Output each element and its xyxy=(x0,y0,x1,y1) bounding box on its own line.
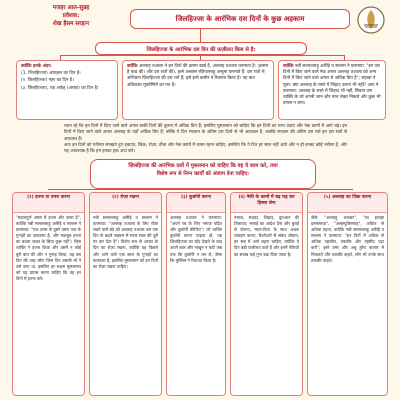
reason-left-line-2: (२. जिलहिज्जा) नहर का दिन है। xyxy=(21,78,74,84)
deed-2-heading: (२) रोज़ा रखना xyxy=(90,193,161,213)
reason-left-line-3: (३. जिलहिज्जा), यह अर्फ़ह (अरफ़ा) का दिन है। xyxy=(21,85,99,91)
deed-1-heading: (१) हज्ज या उमरा करना xyxy=(13,193,84,213)
reason-center-text: अल्लाह तआला ने इन दिनों की क़सम खाई है, अल्लाह तआला फ़रमाता है: (क़सम है फ़ज्र की। और दस रातों की), इब्ने अब्बास रज़ियल्लाहु अन्हुमा फ़रमाते हैं: दस रातों से अभिप्राय ज़िलहिज्जा की दस रातें हैं; इसे इब्ने कसीर ने रिवायत किया है। यह बात अधिकांश मुफ़स्सिरों का मत है। xyxy=(127,64,269,88)
page-title-text: जिलहिज्जा के आरंभिक दस दिनों के कुछ अहकाम xyxy=(175,14,305,23)
reason-right-heading: क्योंकि xyxy=(283,64,294,69)
reason-center-heading: क्योंकि xyxy=(127,64,138,69)
virtue-reasons-heading-text: जिलहिज्जा के आरंभिक दस दिन की फ़ज़ीलत किस से है: xyxy=(146,46,256,53)
deed-3-text: अल्लाह तआला ने फ़रमाया: "अपने रब के लिए नमाज़ पढ़िए और क़ुर्बानी कीजिए"। जो व्यक्ति क़ुर्बानी करना चाहता हो, वह ज़िलहिज्जा का चाँद देखने के बाद अपने बाल और नाख़ून न काटे जब तक कि क़ुर्बानी न कर ले, जैसा कि मुस्लिम ने रिवायत किया है। xyxy=(170,215,222,263)
reason-box-left xyxy=(16,60,118,120)
publisher-line-1: मजहर आल-सुन्नह xyxy=(52,5,90,11)
intro-paragraph-1: ध्यान रहे कि इन दिनों में किए जाने वाले अमल बाकी दिनों की तुलना में अधिक प्रिय हैं; इसलिए मुसलमान को चाहिए कि इन दिनों का लाभ उठाए और नेक कामों में आगे बढ़े। इन दिनों में किए जाने वाले अमल अल्लाह के यहाँ अधिक प्रिय हैं; बल्कि ये दिन रमज़ान के अंतिम दस दिनों से भी अफ़ज़ल हैं, जबकि रमज़ान की अंतिम दस रातें इन दस रातों से अफ़ज़ल हैं। xyxy=(64,124,347,142)
deed-column-4 xyxy=(230,192,303,396)
deeds-heading-line-2: विशेष रूप से निम्न कार्यों को अंजाम देना चाहिए: xyxy=(156,170,250,177)
deeds-heading xyxy=(90,159,316,189)
page-title xyxy=(130,9,350,29)
deed-column-1 xyxy=(12,192,85,396)
connector-bottom-bar xyxy=(48,189,353,190)
deed-5-heading: (५) अल्लाह का ज़िक्र करना xyxy=(308,193,387,213)
reason-right-text: नबी सल्लल्लाहु अलैहि व सल्लम ने फ़रमाया: "इन दस दिनों में किए जाने वाले नेक अमल अल्लाह तआला को अन्य दिनों में किए जाने वाले अमल से अधिक प्रिय है"; सहाबा ने पूछा: क्या अल्लाह के रास्ते में जिहाद करना भी नहीं? आप ने फ़रमाया: अल्लाह के रास्ते में जिहाद भी नहीं, सिवाय उस व्यक्ति के जो अपनी जान और माल लेकर निकले और कुछ भी वापस न लाए। xyxy=(283,64,381,107)
deed-column-2 xyxy=(89,192,162,396)
reason-left-line-1: (1. जिलहिज्जा) अफ़ज़ल का दिन है। xyxy=(21,71,81,77)
deed-1-text: "महत्वपूर्ण अमल में हज्ज और उमरा है", क्योंकि नबी सल्लल्लाहु अलैहि व सल्लम ने फ़रमाया: "एक उमरा से दूसरे उमरा तक के गुनाहों का कफ़्फ़ारा है, और मक़बूल हज्ज का बदला जन्नत के सिवा कुछ नहीं"। जिस व्यक्ति ने हज्ज किया और उसमें न कोई बुरी बात की और न गुनाह किया, वह उस दिन की तरह लौटा जिस दिन उसकी माँ ने उसे जना था, इसलिए हर सक्षम मुसलमान को यह प्रयास करना चाहिए कि वह इन दिनों में हज्ज करे। xyxy=(16,215,81,281)
deed-5-text: जैसे: "अल्लाहु अकबर", "ला इलाहा इल्लल्लाह", "अल्हम्दुलिल्लाह", अधिक से अधिक पढ़ना, क्योंकि नबी सल्लल्लाहु अलैहि व सल्लम ने फ़रमाया: "इन दिनों में अधिक से अधिक तहलील, तकबीर और तहमीद पढ़ा करो"; इब्ने उमर और अबू हुरैरा बाज़ार में निकलते और तकबीर कहते, लोग भी उनके साथ तकबीर कहते। xyxy=(311,215,384,263)
connector-top xyxy=(200,29,201,42)
deeds-heading-line-1: ज़िलहिज्जा की आरंभिक दसों में मुसलमान को चाहिए कि वह ये काम करे, तथा xyxy=(128,163,278,169)
publisher-header xyxy=(32,4,110,28)
deed-4-heading: (४) नेकी के कामों में बढ़ चढ़ कर हिस्सा लेना xyxy=(231,193,302,213)
intro-paragraph-2: अतः इन दिनों को ग़नीमत समझते हुए इबादत, ज़िक्र, रोज़ा, तौबा और नेक कामों में व्यस्त रहना चाहिए, इसलिए कि ये दिन हर साल नहीं आते और न ही इनका कोई भरोसा है, और यह आवश्यक है कि हम इनका हक़ अदा करें। xyxy=(64,143,347,155)
deed-column-5 xyxy=(307,192,388,396)
reason-box-right xyxy=(278,60,386,120)
deed-4-text: नमाज़, सदक़ा, जिहाद, क़ुरआन की तिलावत, भलाई का आदेश देना और बुराई से रोकना, माता-पिता के साथ अच्छा व्यवहार करना, रिश्तेदारों से संबंध जोड़ना, इन सब में आगे बढ़ना चाहिए, क्योंकि ये दिन बड़ी फ़ज़ीलत वाले हैं और इनमें नेकियों का सवाब कई गुना बढ़ा दिया जाता है। xyxy=(234,215,299,257)
virtue-reasons-heading xyxy=(95,42,307,55)
reason-left-heading: क्योंकि इनके अंदर: xyxy=(21,64,52,69)
site-logo xyxy=(356,5,386,35)
deed-3-heading: (३) क़ुर्बानी करना xyxy=(167,193,225,213)
connector-bar-1 xyxy=(60,55,345,56)
reason-box-center xyxy=(122,60,274,120)
deed-column-3 xyxy=(166,192,226,396)
deed-2-text: नबी सल्लल्लाहु अलैहि व सल्लम ने फ़रमाया: "अल्लाह तआला के लिए रोज़ा रखने वाले बंदे को अल्लाह तआला उस एक दिन के बदले जहन्नम से सत्तर साल की दूरी पर कर देता है"। विशेष रूप से अरफ़ा के दिन का रोज़ा रखना, क्योंकि यह पिछले और आने वाले एक साल के गुनाहों का कफ़्फ़ारा है, इसलिए मुसलमान को इन दिनों का रोज़ा रखना चाहिए। xyxy=(93,215,158,269)
publisher-line-2: प्रवेशक: xyxy=(62,13,80,19)
publisher-line-3: शेख हैसम सरहान xyxy=(53,21,89,27)
